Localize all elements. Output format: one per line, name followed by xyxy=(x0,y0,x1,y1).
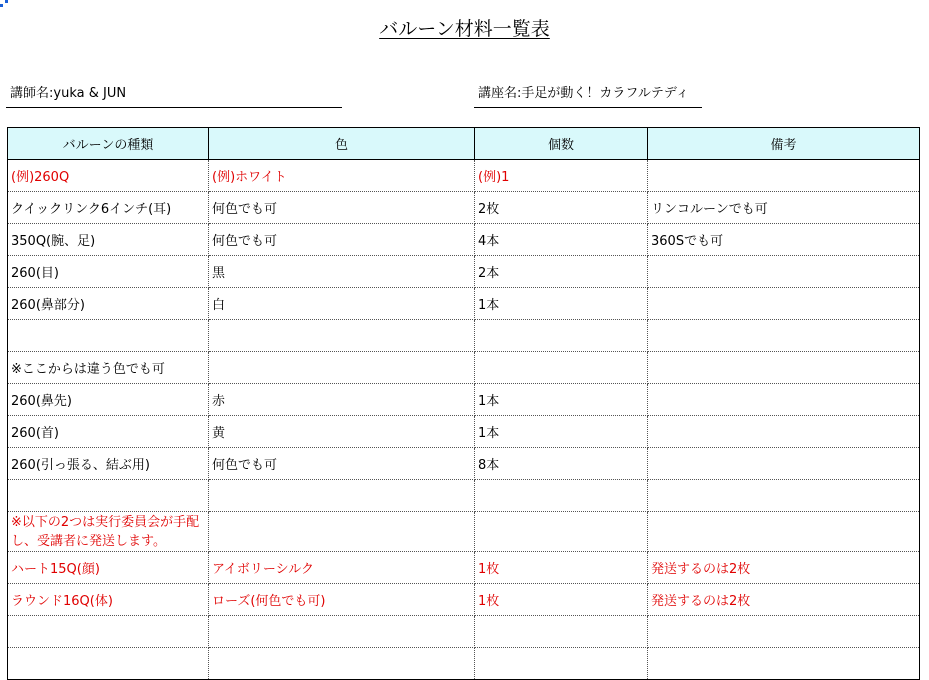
cell-quantity[interactable]: 2枚 xyxy=(475,192,648,224)
cell-note[interactable] xyxy=(648,288,920,320)
table-row xyxy=(8,584,920,616)
cell-note[interactable]: 360Sでも可 xyxy=(648,224,920,256)
cell-note[interactable]: リンコルーンでも可 xyxy=(648,192,920,224)
column-header-quantity: 個数 xyxy=(475,128,648,160)
cell-color[interactable]: (例)ホワイト xyxy=(209,160,475,192)
cell-color[interactable]: アイボリーシルク xyxy=(209,552,475,584)
cell-note[interactable] xyxy=(648,480,920,512)
cell-note[interactable] xyxy=(648,648,920,680)
cell-note[interactable] xyxy=(648,616,920,648)
cell-color[interactable]: 黄 xyxy=(209,416,475,448)
cell-note[interactable] xyxy=(648,384,920,416)
cell-type[interactable] xyxy=(8,480,209,512)
column-header-type: バルーンの種類 xyxy=(8,128,209,160)
cell-quantity[interactable]: 2本 xyxy=(475,256,648,288)
table-header-row xyxy=(8,128,920,160)
cell-type[interactable]: 260(鼻部分) xyxy=(8,288,209,320)
cell-color[interactable] xyxy=(209,480,475,512)
cell-quantity[interactable]: 4本 xyxy=(475,224,648,256)
cell-note[interactable]: 発送するのは2枚 xyxy=(648,552,920,584)
cell-note[interactable] xyxy=(648,320,920,352)
instructor-name: 講師名:yuka & JUN xyxy=(6,84,342,108)
cell-quantity[interactable] xyxy=(475,320,648,352)
table-row xyxy=(8,616,920,648)
cell-color[interactable]: 何色でも可 xyxy=(209,448,475,480)
cell-color[interactable] xyxy=(209,320,475,352)
cell-note[interactable] xyxy=(648,256,920,288)
cell-quantity[interactable] xyxy=(475,480,648,512)
table-row xyxy=(8,224,920,256)
cell-note[interactable] xyxy=(648,512,920,552)
cell-note[interactable] xyxy=(648,352,920,384)
cell-note[interactable] xyxy=(648,160,920,192)
cell-quantity[interactable]: (例)1 xyxy=(475,160,648,192)
table-row xyxy=(8,160,920,192)
table-row xyxy=(8,320,920,352)
cell-type[interactable] xyxy=(8,320,209,352)
cell-type[interactable]: 260(目) xyxy=(8,256,209,288)
cell-type[interactable]: 350Q(腕、足) xyxy=(8,224,209,256)
cell-color[interactable] xyxy=(209,616,475,648)
cell-quantity[interactable]: 1枚 xyxy=(475,552,648,584)
table-row xyxy=(8,192,920,224)
cell-color[interactable]: ローズ(何色でも可) xyxy=(209,584,475,616)
table-row xyxy=(8,552,920,584)
cell-color[interactable] xyxy=(209,648,475,680)
course-name: 講座名:手足が動く！カラフルテディ xyxy=(474,84,702,108)
selection-handle-icon xyxy=(0,0,8,8)
cell-type[interactable]: ※以下の2つは実行委員会が手配し、受講者に発送します。 xyxy=(8,512,209,552)
cell-quantity[interactable] xyxy=(475,352,648,384)
cell-type[interactable] xyxy=(8,648,209,680)
column-header-color: 色 xyxy=(209,128,475,160)
table-row xyxy=(8,512,920,552)
table-row xyxy=(8,256,920,288)
cell-quantity[interactable]: 8本 xyxy=(475,448,648,480)
cell-quantity[interactable] xyxy=(475,512,648,552)
cell-quantity[interactable]: 1本 xyxy=(475,384,648,416)
cell-note[interactable] xyxy=(648,448,920,480)
cell-quantity[interactable]: 1本 xyxy=(475,288,648,320)
table-row xyxy=(8,448,920,480)
page-title: バルーン材料一覧表 xyxy=(379,18,550,40)
table-row xyxy=(8,288,920,320)
cell-color[interactable] xyxy=(209,352,475,384)
table-row xyxy=(8,352,920,384)
cell-type[interactable]: ラウンド16Q(体) xyxy=(8,584,209,616)
cell-type[interactable]: 260(鼻先) xyxy=(8,384,209,416)
cell-note[interactable]: 発送するのは2枚 xyxy=(648,584,920,616)
cell-color[interactable]: 黒 xyxy=(209,256,475,288)
cell-quantity[interactable] xyxy=(475,648,648,680)
cell-quantity[interactable]: 1枚 xyxy=(475,584,648,616)
cell-type[interactable]: クイックリンク6インチ(耳) xyxy=(8,192,209,224)
table-row xyxy=(8,480,920,512)
table-row xyxy=(8,384,920,416)
cell-type[interactable]: ハート15Q(顔) xyxy=(8,552,209,584)
cell-type[interactable]: (例)260Q xyxy=(8,160,209,192)
cell-color[interactable]: 何色でも可 xyxy=(209,192,475,224)
column-header-note: 備考 xyxy=(648,128,920,160)
table-row xyxy=(8,648,920,680)
cell-color[interactable]: 赤 xyxy=(209,384,475,416)
cell-quantity[interactable] xyxy=(475,616,648,648)
cell-type[interactable]: 260(首) xyxy=(8,416,209,448)
materials-table xyxy=(7,127,920,680)
cell-color[interactable]: 何色でも可 xyxy=(209,224,475,256)
cell-quantity[interactable]: 1本 xyxy=(475,416,648,448)
cell-type[interactable] xyxy=(8,616,209,648)
cell-color[interactable]: 白 xyxy=(209,288,475,320)
cell-type[interactable]: ※ここからは違う色でも可 xyxy=(8,352,209,384)
cell-note[interactable] xyxy=(648,416,920,448)
table-row xyxy=(8,416,920,448)
cell-type[interactable]: 260(引っ張る、結ぶ用) xyxy=(8,448,209,480)
cell-color[interactable] xyxy=(209,512,475,552)
